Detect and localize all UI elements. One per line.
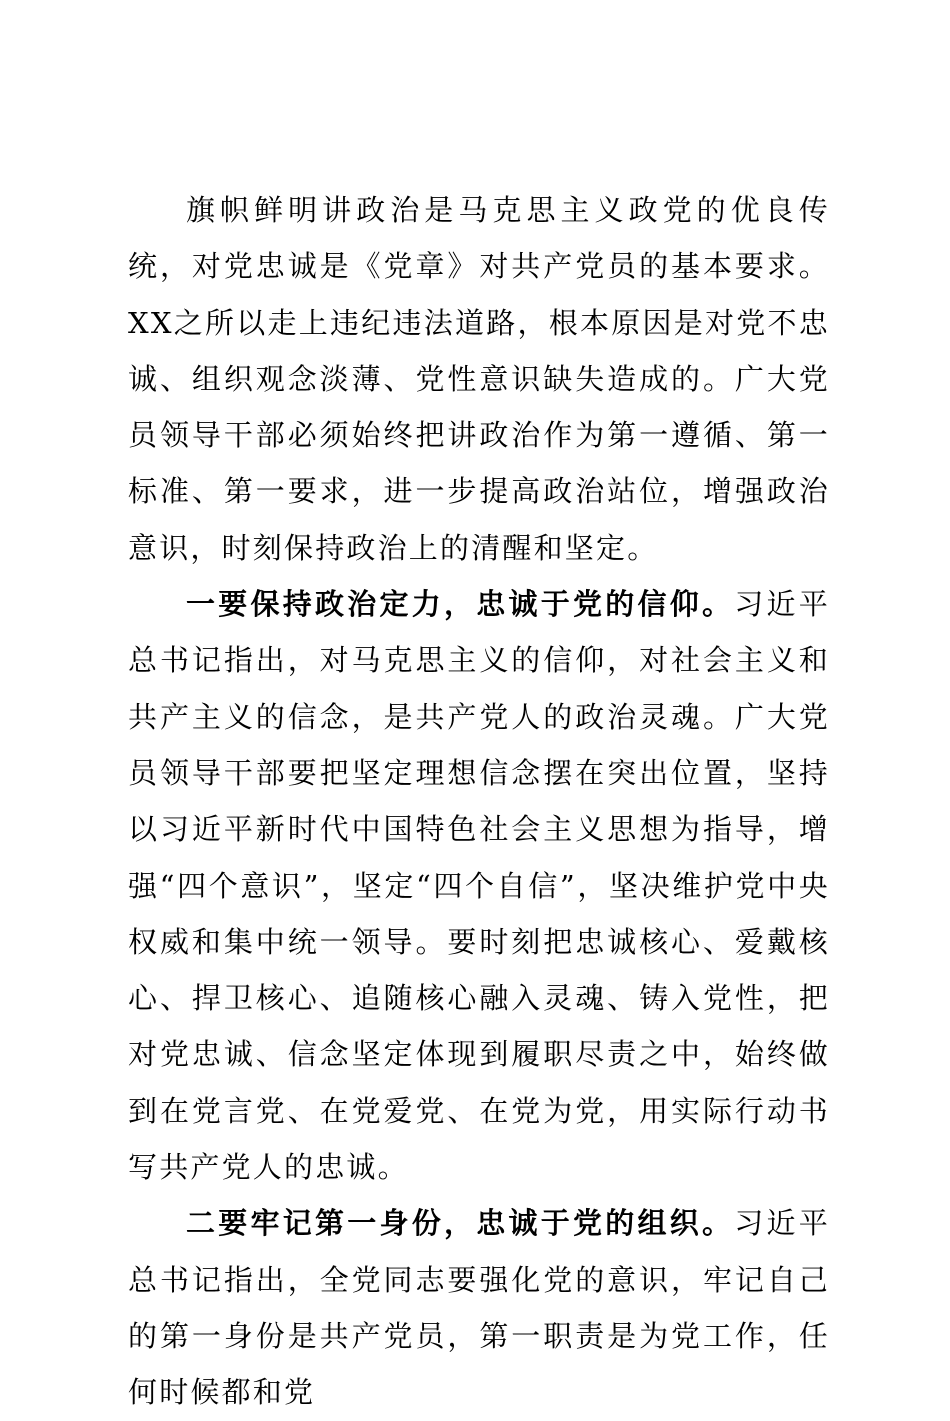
paragraph-intro xyxy=(128,182,830,576)
paragraph-lead: 一要保持政治定力，忠诚于党的信仰。 xyxy=(186,587,735,622)
paragraph-point-two xyxy=(128,1195,830,1420)
paragraph-text: 习近平总书记指出，对马克思主义的信仰，对社会主义和共产主义的信念，是共产党人的政治灵魂。广大党员领导干部要把坚定理想信念摆在突出位置，坚持以习近平新时代中国特色社会主义思想为指导，增强“四个意识”，坚定“四个自信”，坚决维护党中央权威和集中统一领导。要时刻把忠诚核心、爱戴核心、捍卫核心、追随核心融入灵魂、铸入党性，把对党忠诚、信念坚定体现到履职尽责之中，始终做到在党言党、在党爱党、在党为党，用实际行动书写共产党人的忠诚。 xyxy=(128,587,831,1185)
document-body xyxy=(128,182,830,1421)
paragraph-point-one xyxy=(128,576,830,1195)
paragraph-text: 习近平总书记指出，全党同志要强化党的意识，牢记自己的第一身份是共产党员，第一职责是为党工作，任何时候都和党 xyxy=(128,1206,831,1410)
paragraph-text: 旗帜鲜明讲政治是马克思主义政党的优良传统，对党忠诚是《党章》对共产党员的基本要求。XX之所以走上违纪违法道路，根本原因是对党不忠诚、组织观念淡薄、党性意识缺失造成的。广大党员领导干部必须始终把讲政治作为第一遵循、第一标准、第一要求，进一步提高政治站位，增强政治意识，时刻保持政治上的清醒和坚定。 xyxy=(128,193,830,565)
paragraph-lead: 二要牢记第一身份，忠诚于党的组织。 xyxy=(186,1206,735,1241)
